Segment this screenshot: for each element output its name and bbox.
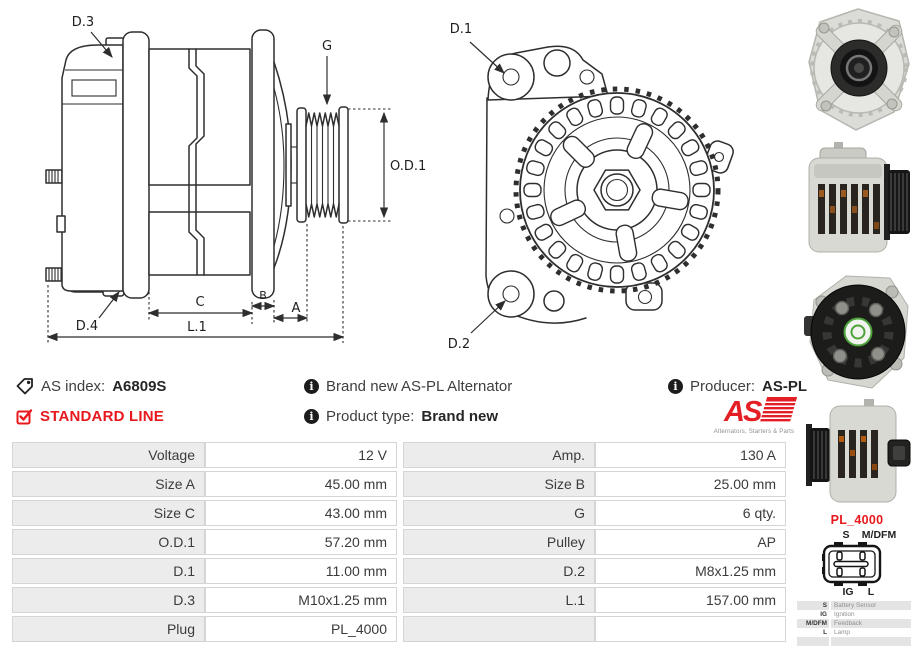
spec-value: 43.00 mm bbox=[205, 500, 397, 526]
side-view-drawing bbox=[46, 15, 426, 343]
spec-value: 57.20 mm bbox=[205, 529, 397, 555]
dim-label-b: B bbox=[259, 289, 267, 302]
spec-value: M10x1.25 mm bbox=[205, 587, 397, 613]
spec-label: G bbox=[403, 500, 595, 526]
spec-value: M8x1.25 mm bbox=[595, 558, 786, 584]
product-type-value: Brand new bbox=[421, 407, 499, 425]
spec-label: Size B bbox=[403, 471, 595, 497]
producer-label: Producer: bbox=[690, 377, 756, 395]
spec-value: 11.00 mm bbox=[205, 558, 397, 584]
standard-line-label: STANDARD LINE bbox=[40, 407, 164, 425]
legend-row bbox=[797, 628, 911, 637]
as-pl-logo bbox=[698, 394, 810, 434]
legend-row bbox=[797, 619, 911, 628]
spec-label: D.1 bbox=[12, 558, 205, 584]
alternator-side-pulley-left-photo bbox=[804, 398, 914, 508]
standard-line-row bbox=[16, 406, 164, 426]
dim-label-l1: L.1 bbox=[187, 320, 207, 335]
legend-pin: S bbox=[797, 601, 829, 610]
as-index-value: A6809S bbox=[112, 377, 167, 395]
spec-table bbox=[12, 442, 786, 642]
spec-value: AP bbox=[595, 529, 786, 555]
spec-label: Size C bbox=[12, 500, 205, 526]
spec-value: 6 qty. bbox=[595, 500, 786, 526]
brand-new-row bbox=[304, 376, 512, 396]
legend-desc: Ignition bbox=[834, 611, 855, 618]
brand-new-text: Brand new AS-PL Alternator bbox=[326, 377, 513, 395]
dim-label-od1: O.D.1 bbox=[390, 159, 427, 174]
spec-value: 157.00 mm bbox=[595, 587, 786, 613]
producer-value: AS-PL bbox=[762, 377, 808, 395]
info-icon bbox=[304, 409, 319, 424]
spec-value: 12 V bbox=[205, 442, 397, 468]
info-icon bbox=[304, 379, 319, 394]
as-pl-logo-icon bbox=[698, 394, 810, 424]
technical-drawings bbox=[0, 0, 800, 370]
pin-label-s: S bbox=[842, 529, 850, 541]
spec-value: PL_4000 bbox=[205, 616, 397, 642]
producer-row bbox=[668, 376, 807, 396]
spec-label bbox=[403, 616, 595, 642]
pin-label-l: L bbox=[867, 586, 875, 598]
dim-label-c: C bbox=[195, 295, 205, 310]
alternator-front-view-photo bbox=[804, 4, 914, 136]
legend-desc: Feedback bbox=[831, 619, 911, 628]
legend-row bbox=[797, 637, 911, 646]
spec-value: 130 A bbox=[595, 442, 786, 468]
legend-pin: L bbox=[823, 629, 827, 636]
spec-label: Voltage bbox=[12, 442, 205, 468]
as-pl-logo-subtext: Alternators, Starters & Parts bbox=[713, 429, 795, 435]
dim-label-d1: D.1 bbox=[449, 22, 473, 37]
spec-label: Amp. bbox=[403, 442, 595, 468]
legend-pin bbox=[797, 637, 829, 646]
plug-code-title: PL_4000 bbox=[830, 513, 884, 527]
dim-label-d2: D.2 bbox=[447, 337, 471, 352]
legend-row bbox=[797, 610, 911, 619]
legend-desc: Battery Sensor bbox=[831, 601, 911, 610]
front-view-drawing bbox=[448, 22, 736, 352]
checkbox-checked-icon bbox=[16, 408, 33, 425]
as-index-row bbox=[16, 376, 166, 396]
as-pl-logo-text: AS bbox=[724, 396, 761, 424]
spec-label: Pulley bbox=[403, 529, 595, 555]
dim-label-d3: D.3 bbox=[71, 15, 95, 30]
pin-label-ig: IG bbox=[842, 586, 854, 598]
spec-label: Size A bbox=[12, 471, 205, 497]
alternator-side-pulley-right-photo bbox=[804, 140, 914, 258]
legend-pin: M/DFM bbox=[797, 619, 829, 628]
tag-icon bbox=[16, 377, 34, 395]
plug-connector-drawing bbox=[822, 542, 884, 586]
info-icon bbox=[668, 379, 683, 394]
legend-desc bbox=[831, 637, 911, 646]
spec-label: L.1 bbox=[403, 587, 595, 613]
alternator-rear-cover-photo bbox=[804, 266, 914, 396]
plug-pin-legend bbox=[797, 601, 911, 646]
spec-label: D.3 bbox=[12, 587, 205, 613]
product-type-row bbox=[304, 406, 498, 426]
dim-label-g: G bbox=[321, 39, 333, 54]
spec-value: 45.00 mm bbox=[205, 471, 397, 497]
legend-pin: IG bbox=[820, 611, 827, 618]
dim-label-d4: D.4 bbox=[75, 319, 99, 334]
dim-label-a: A bbox=[291, 301, 301, 316]
legend-row bbox=[797, 601, 911, 610]
legend-desc: Lamp bbox=[834, 629, 850, 636]
spec-label: D.2 bbox=[403, 558, 595, 584]
pin-label-mdfm: M/DFM bbox=[861, 529, 897, 541]
spec-value: 25.00 mm bbox=[595, 471, 786, 497]
spec-label: O.D.1 bbox=[12, 529, 205, 555]
product-type-label: Product type: bbox=[326, 407, 415, 425]
spec-value bbox=[595, 616, 786, 642]
as-index-label: AS index: bbox=[41, 377, 106, 395]
spec-label: Plug bbox=[12, 616, 205, 642]
